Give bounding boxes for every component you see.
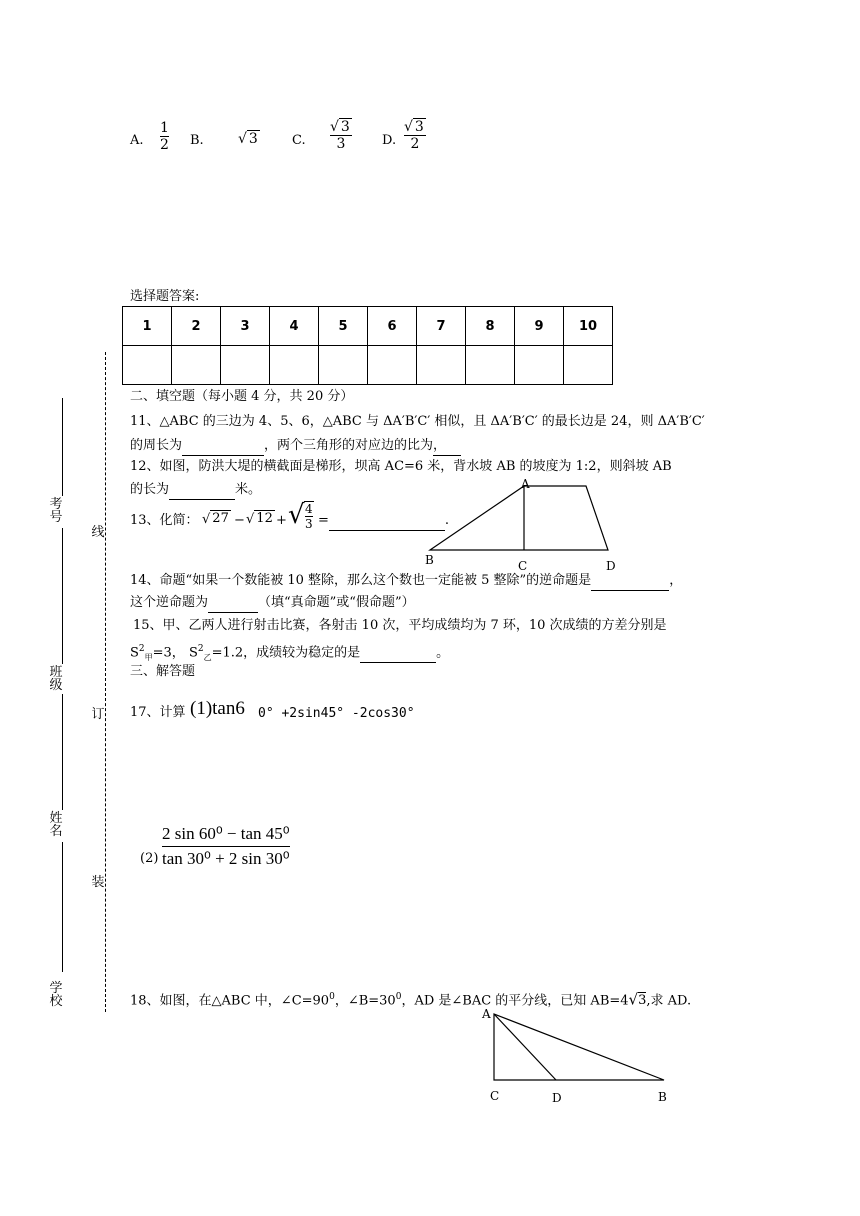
choice-d-label: D. (382, 133, 397, 148)
answer-input-cell[interactable] (319, 346, 368, 385)
q13-sqrt-sign: √ (288, 500, 305, 530)
choice-a-fraction: 1 2 (160, 120, 169, 153)
choice-c-fraction: √ 3 3 (330, 119, 350, 152)
q17-prefix: 17、计算 (130, 705, 186, 720)
choice-c-label: C. (292, 133, 306, 148)
binding-label-kaohao: 考号 (49, 497, 63, 525)
answer-header-cell: 3 (221, 307, 270, 346)
answer-table (122, 306, 613, 385)
trapezoid-label-c: C (518, 559, 528, 572)
q13-minus: − (234, 513, 245, 528)
q12-line1: 12、如图，防洪大堤的横截面是梯形，坝高 AC=6 米，背水坡 AB 的坡度为 1:2，则斜坡 AB (130, 459, 672, 474)
answer-section-title: 选择题答案: (130, 289, 200, 304)
q15-line1: 15、甲、乙两人进行射击比赛，各射击 10 次，平均成绩均为 7 环，10 次成绩的方差分别是 (133, 618, 667, 633)
answer-input-cell[interactable] (417, 346, 466, 385)
answer-header-cell: 1 (123, 307, 172, 346)
binding-line-xingming-top (62, 694, 63, 810)
q17-part1-big: (1)tan6 (190, 698, 245, 719)
binding-line-banji-top (62, 528, 63, 664)
q12-line2: 的长为 米。 (130, 481, 261, 500)
q13-sqrt-12: √ 12 (246, 511, 273, 527)
q13-prefix: 13、化简： (130, 513, 199, 528)
trapezoid-figure (420, 476, 630, 572)
answer-input-cell[interactable] (270, 346, 319, 385)
triangle-figure (478, 1006, 678, 1106)
choice-a-label: A. (130, 133, 144, 148)
answer-header-cell: 5 (319, 307, 368, 346)
q11-line2: 的周长为 ，两个三角形的对应边的比为， (130, 437, 461, 456)
q18-text: 18、如图，在△ABC 中，$\angle C=90^0$，$\angle B=30^0$，AD 是∠BAC 的平分线，已知 AB=4√3,求 AD. (130, 990, 692, 1009)
binding-line-kaohao-top (62, 398, 63, 496)
trapezoid-label-b: B (425, 553, 434, 567)
triangle-label-b: B (658, 1090, 667, 1104)
binding-label-xingming: 姓名 (49, 811, 63, 839)
answer-header-cell: 8 (466, 307, 515, 346)
q13-equals: = . (318, 512, 449, 531)
trapezoid-label-a: A (521, 477, 530, 491)
choice-b-sqrt: √ 3 (238, 131, 258, 147)
q15-line2: $S^2_甲=3$， $S^2_乙=1.2$，成绩较为稳定的是 。 (130, 644, 450, 662)
q13-sqrt-27: √ 27 (202, 511, 229, 527)
q14-line2: 这个逆命题为 （填“真命题”或“假命题”） (130, 594, 415, 613)
q17-part2-label: (2) (140, 851, 159, 866)
choice-d-fraction: √ 3 2 (404, 119, 424, 152)
section2-title: 二、填空题（每小题 4 分，共 20 分） (130, 389, 354, 404)
triangle-label-c: C (490, 1089, 500, 1103)
answer-input-cell[interactable] (172, 346, 221, 385)
answer-header-cell: 6 (368, 307, 417, 346)
angle-bisector-ad (494, 1014, 556, 1080)
q13-sqrt-fraction: 4 3 (305, 502, 313, 531)
binding-mark-xian: 线 (91, 525, 105, 540)
answer-header-cell: 2 (172, 307, 221, 346)
q17-part2-fraction: 2 sin 60⁰ − tan 45⁰ tan 30⁰ + 2 sin 30⁰ (162, 824, 290, 868)
q11-line1: 11、△ABC 的三边为 4、5、6，△ABC 与 ΔA′B′C′ 相似，且 ΔA′B′C′ 的最长边是 24，则 ΔA′B′C′ (130, 414, 705, 429)
binding-mark-zhuang: 装 (91, 875, 105, 890)
binding-label-xuexiao: 学校 (49, 981, 63, 1009)
answer-input-cell[interactable] (123, 346, 172, 385)
binding-mark-ding: 订 (91, 707, 105, 722)
answer-input-cell[interactable] (221, 346, 270, 385)
choice-b-label: B. (190, 133, 204, 148)
binding-label-banji: 班级 (49, 665, 63, 693)
q17-part1-rest: 0° +2sin45° -2cos30° (258, 706, 415, 721)
triangle-label-d: D (552, 1091, 562, 1105)
triangle-label-a: A (482, 1007, 491, 1021)
answer-header-cell: 9 (515, 307, 564, 346)
answer-input-cell[interactable] (515, 346, 564, 385)
answer-header-cell: 10 (564, 307, 613, 346)
binding-line-xuexiao-top (62, 842, 63, 972)
q14-line1: 14、命题“如果一个数能被 10 整除，那么这个数也一定能被 5 整除”的逆命题是 ， (130, 572, 682, 591)
trapezoid-label-d: D (606, 559, 616, 572)
answer-input-cell[interactable] (564, 346, 613, 385)
triangle-shape (494, 1014, 664, 1080)
q13-plus: + (276, 513, 287, 528)
answer-input-cell[interactable] (466, 346, 515, 385)
answer-header-cell: 7 (417, 307, 466, 346)
answer-input-cell[interactable] (368, 346, 417, 385)
binding-dashed-line (105, 352, 106, 1012)
answer-header-cell: 4 (270, 307, 319, 346)
trapezoid-shape (430, 486, 608, 550)
section3-title: 三、解答题 (130, 664, 196, 679)
